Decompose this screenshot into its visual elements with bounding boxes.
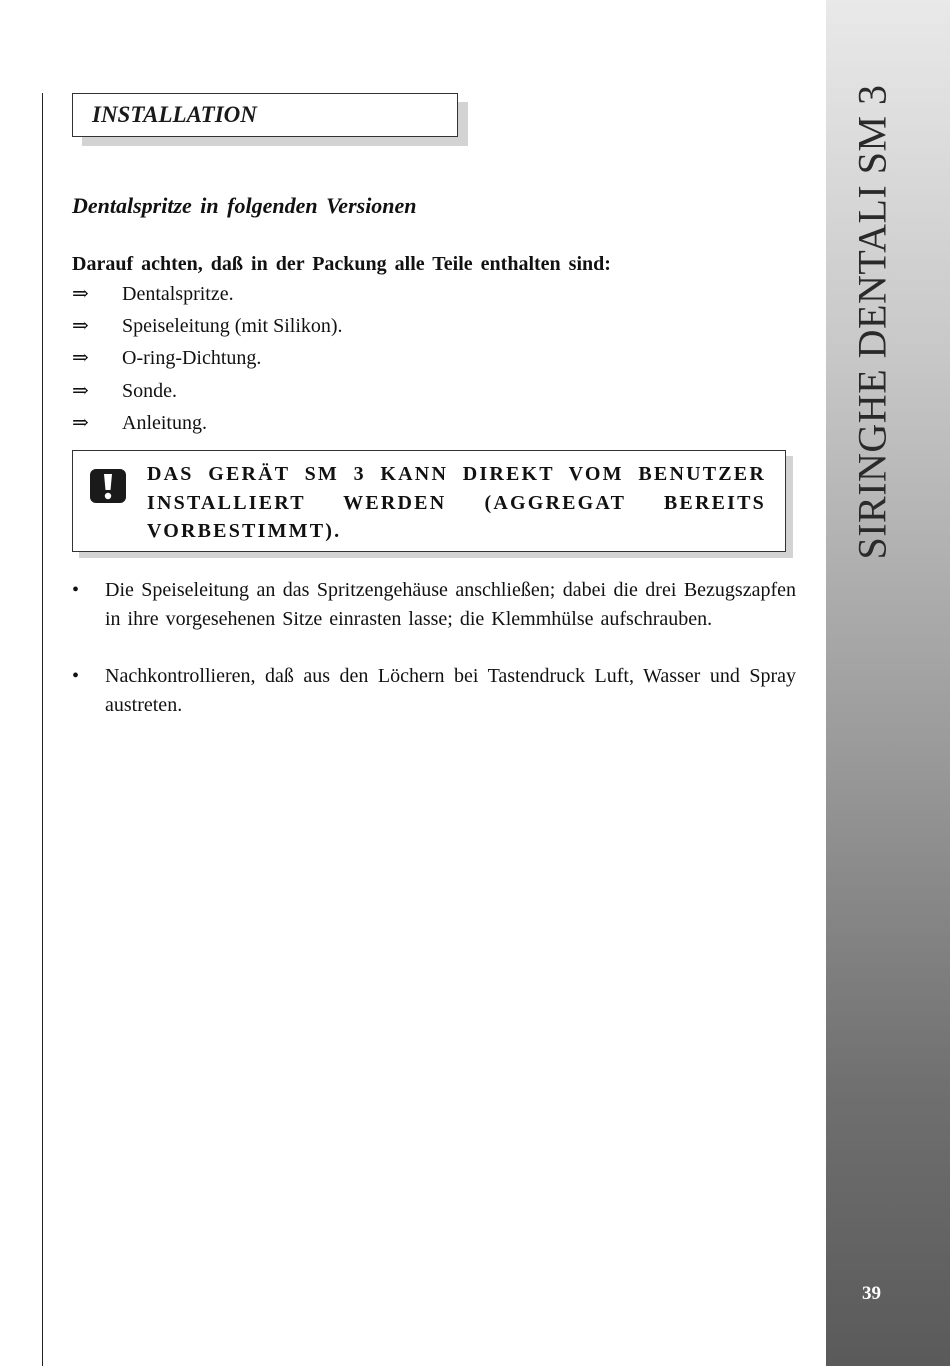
section-title: INSTALLATION [92,102,257,127]
subheading: Dentalspritze in folgenden Versionen [72,193,417,218]
list-item [72,281,234,306]
instruction-item [72,576,796,634]
arrow-icon: ⇒ [72,347,89,369]
instruction-text: Nachkontrollieren, daß aus den Löchern bei Tastendruck Luft, Wasser und Spray austreten. [105,665,796,716]
warning-box [72,450,786,552]
bullet-icon: • [72,579,80,601]
left-margin-rule [42,93,43,1366]
list-item [72,378,177,403]
list-item-text: Sonde. [122,380,177,402]
warning-text: DAS GERÄT SM 3 KANN DIREKT VOM BENUTZER INSTALLIERT WERDEN (AGGREGAT BEREITS VORBESTIMMT). [147,463,766,542]
arrow-icon: ⇒ [72,412,89,434]
exclamation-icon [89,468,127,504]
arrow-icon: ⇒ [72,315,89,337]
arrow-icon: ⇒ [72,380,89,402]
list-item-text: O-ring-Dichtung. [122,347,262,369]
list-item [72,410,207,435]
bullet-icon: • [72,665,80,687]
instruction-text: Die Speiseleitung an das Spritzengehäuse anschließen; dabei die drei Bezugszapfen in ihre vorgesehenen Sitze einrasten lasse; die Klemmhülse aufschrauben. [105,579,796,630]
page-number: 39 [862,1283,881,1304]
list-item [72,313,343,338]
instruction-item [72,662,796,720]
list-item [72,345,261,370]
sidebar-title: SIRINGHE DENTALI SM 3 [849,84,895,560]
list-item-text: Anleitung. [122,412,207,434]
list-item-text: Speiseleitung (mit Silikon). [122,315,343,337]
list-item-text: Dentalspritze. [122,283,234,305]
section-header [72,93,458,137]
arrow-icon: ⇒ [72,283,89,305]
intro-text: Darauf achten, daß in der Packung alle Teile enthalten sind: [72,253,611,275]
